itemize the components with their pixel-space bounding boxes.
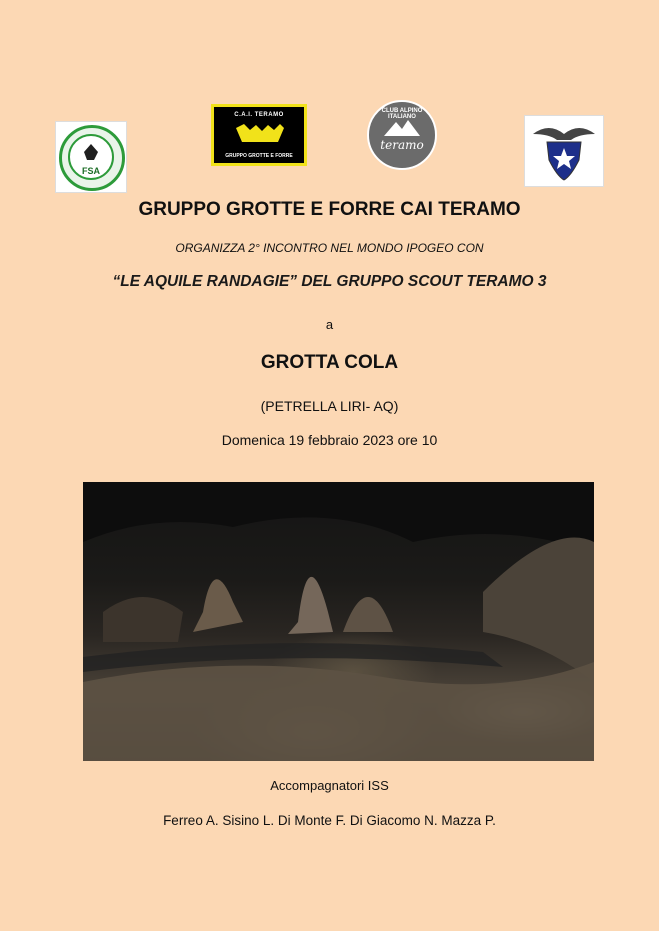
cave-photo bbox=[83, 482, 594, 761]
cave-title: GROTTA COLA bbox=[260, 352, 399, 373]
cai-eagle-logo-icon bbox=[524, 115, 604, 187]
guides-title: Accompagnatori ISS bbox=[270, 778, 389, 793]
date-text: Domenica 19 febbraio 2023 ore 10 bbox=[221, 432, 438, 448]
cai-teramo-bottom-text: GRUPPO GROTTE E FORRE bbox=[225, 153, 293, 159]
subtitle: ORGANIZZA 2° INCONTRO NEL MONDO IPOGEO CON bbox=[175, 241, 484, 255]
main-title: GRUPPO GROTTE E FORRE CAI TERAMO bbox=[138, 199, 521, 220]
location-text: (PETRELLA LIRI- AQ) bbox=[260, 398, 399, 414]
club-alpino-word: teramo bbox=[380, 138, 424, 152]
fsa-logo-text: FSA bbox=[82, 166, 100, 176]
club-alpino-arc-text: CLUB ALPINO ITALIANO bbox=[381, 108, 423, 120]
cai-teramo-top-text: C.A.I. TERAMO bbox=[234, 112, 284, 118]
guides-names: Ferreo A. Sisino L. Di Monte F. Di Giacomo N. Mazza P. bbox=[163, 813, 496, 828]
club-alpino-teramo-logo-icon bbox=[367, 100, 437, 170]
scout-group-line: “LE AQUILE RANDAGIE” DEL GRUPPO SCOUT TERAMO 3 bbox=[112, 273, 547, 290]
logo-bar bbox=[0, 0, 659, 200]
cai-teramo-logo-icon bbox=[211, 104, 307, 166]
connector-text: a bbox=[325, 317, 334, 332]
fsa-logo-icon bbox=[55, 121, 127, 193]
